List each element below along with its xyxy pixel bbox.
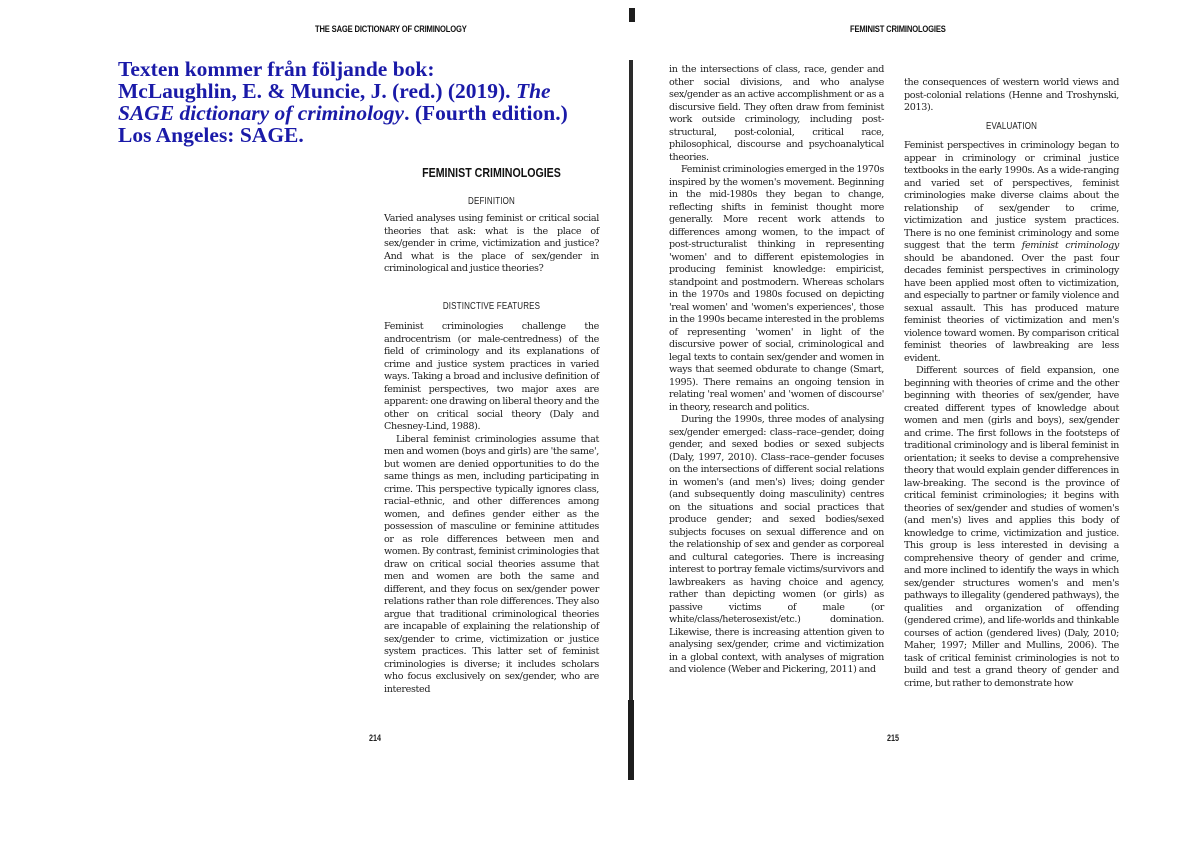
source-note-line-2 [118,80,638,102]
column1-paragraph-3: During the 1990s, three modes of analysing sex/gender emerged: class–race–gender, doing gender, and sexed bodies or sexed subjects (Daly, 1997, 2010). Class–race–gender focuses on the intersections of different social relations in women's (and men's) lives; doing gender (and subsequently doing masculinity) centres on the situations and social practices that produce gender; and sexed bodies/sexed subjects focuses on sexual difference and on the relationship of sex and gender as corporeal and cultural categories. There is increasing interest to portray female victims/survivors and lawbreakers as having choice and agency, rather than depicting women (or girls) as passive victims of male (or white/class/heterosexist/etc.) domination. Likewise, there is increasing attention given to analysing sex/gender, crime and victimization in a global context, with analyses of migration and violence (Weber and Pickering, 2011) and [669,414,884,675]
right-column-2-intro [904,77,1119,115]
right-column-1 [669,64,884,677]
binding-shadow [628,700,634,780]
entry-title: FEMINIST CRIMINOLOGIES [422,166,561,180]
evaluation-paragraph-1 [904,140,1119,365]
source-note-line-4: Los Angeles: SAGE. [118,123,304,147]
features-text [384,321,599,696]
definition-text [384,213,599,276]
evaluation-p1-start: Feminist perspectives in criminology began to appear in criminology or criminal justice textbooks in the early 1990s. As a wide-ranging and varied set of perspectives, feminist criminologies make diverse claims about the relationship of sex/gender to crime, victimization and justice system practices. There is no one feminist criminology and some suggest that the term [904,140,1119,251]
source-note-line-1: Texten kommer från följande bok: [118,57,435,81]
column1-paragraph-1: in the intersections of class, race, gender and other social divisions, and who analyse sex/gender as an active accomplishment or as a discursive field. They often draw from feminist work outside criminology, including post-structural, post-colonial, critical race, philosophical, discourse and psychoanalytical theories. [669,64,884,163]
evaluation-p1-end: should be abandoned. Over the past four decades feminist perspectives in criminology have been applied most often to victimization, and especially to partner or family violence and sexual assault. This has produced mature feminist theories of victimization and men's violence toward women. By comparison critical feminist theories of lawbreaking are less evident. [904,252,1119,364]
features-paragraph-2: Liberal feminist criminologies assume that men and women (boys and girls) are 'the same', but women are denied opportunities to do the same things as men, including participating in crime. This perspective typically ignores class, racial–ethnic, and other differences among women, and defines gender either as the possession of masculine or feminine attitudes or as role differences between men and women. By contrast, feminist criminologies that draw on critical social theories assume that men and women are both the same and different, and they focus on sex/gender power relations rather than role differences. They also argue that traditional criminological theories are incapable of explaining the relationship of sex/gender to crime, victimization or justice system practices. This latter set of feminist criminologies is diverse; it includes scholars who focus exclusively on sex/gender, who are interested [384,433,599,695]
column2-intro-paragraph: the consequences of western world views and post-colonial relations (Henne and Troshynski, 2013). [904,77,1119,113]
source-note-title-start: The [515,79,551,103]
definition-heading: DEFINITION [468,196,515,207]
features-heading: DISTINCTIVE FEATURES [442,301,541,312]
right-running-head: FEMINIST CRIMINOLOGIES [850,24,946,35]
evaluation-p1-term: feminist criminology [1021,240,1119,251]
source-note-edition: . (Fourth edition.) [404,101,568,125]
source-note-title: SAGE dictionary of criminology [118,101,405,125]
features-paragraph-1: Feminist criminologies challenge the androcentrism (or male-centredness) of the field of criminology and its explanations of crime and justice system practices in varied ways. Taking a broad and inclusive definition of feminist perspectives, two major axes are apparent: one drawing on liberal theory and the other on critical social theory (Daly and Chesney-Lind, 1988). [384,321,599,432]
left-page-number: 214 [369,733,382,743]
binding-shadow [629,8,635,22]
column1-paragraph-2: Feminist criminologies emerged in the 1970s inspired by the women's movement. Beginning in the mid-1980s they began to change, reflecting shifts in feminist thought more generally. More recent work attends to differences among women, to the impact of post-structuralist thinking in representing 'women' and to different epistemologies in producing feminist knowledge: empiricist, standpoint and postmodern. Whereas scholars in the 1970s and 1980s focused on depicting 'real women' and 'women's experiences', those in the 1990s became interested in the problems of representing 'women' in light of the discursive power of social, criminological and legal texts to contain sex/gender and women in ways that seemed obdurate to change (Smart, 1995). There remains an ongoing tension in relating 'real women' and 'women of discourse' in theory, research and politics. [669,164,884,413]
source-note [118,58,638,146]
right-page-number: 215 [887,733,900,743]
evaluation-heading: EVALUATION [985,121,1038,132]
source-note-line-3 [118,102,638,124]
left-running-head: THE SAGE DICTIONARY OF CRIMINOLOGY [315,24,467,35]
source-note-authors: McLaughlin, E. & Muncie, J. (red.) (2019). [118,79,516,103]
definition-paragraph: Varied analyses using feminist or critical social theories that ask: what is the place of sex/gender in crime, victimization and justice? And what is the place of sex/gender in criminological and justice theories? [384,213,599,274]
binding-shadow [629,60,633,740]
evaluation-paragraph-2: Different sources of field expansion, one beginning with theories of crime and the other beginning with theories of sex/gender, have created different types of knowledge about women and men (girls and boys), sex/gender and crime. The first follows in the footsteps of traditional criminology and is liberal feminist in orientation; it seeks to devise a comprehensive theory that would explain gender differences in law-breaking. The second is the province of critical feminist criminologies; it begins with theories of sex/gender and studies of women's (and men's) lives and applies this body of knowledge to crime, victimization and justice. This group is less interested in devising a comprehensive theory of gender and crime, and more inclined to identify the ways in which sex/gender structures women's and men's pathways to illegality (gendered pathways), the qualities and organization of offending (gendered crime), and life-worlds and thinkable courses of action (gendered lives) (Daly, 2010; Maher, 1997; Miller and Mullins, 2006). The task of critical feminist criminologies is not to build and test a grand theory of gender and crime, but rather to demonstrate how [904,365,1119,689]
right-column-2 [904,140,1119,690]
